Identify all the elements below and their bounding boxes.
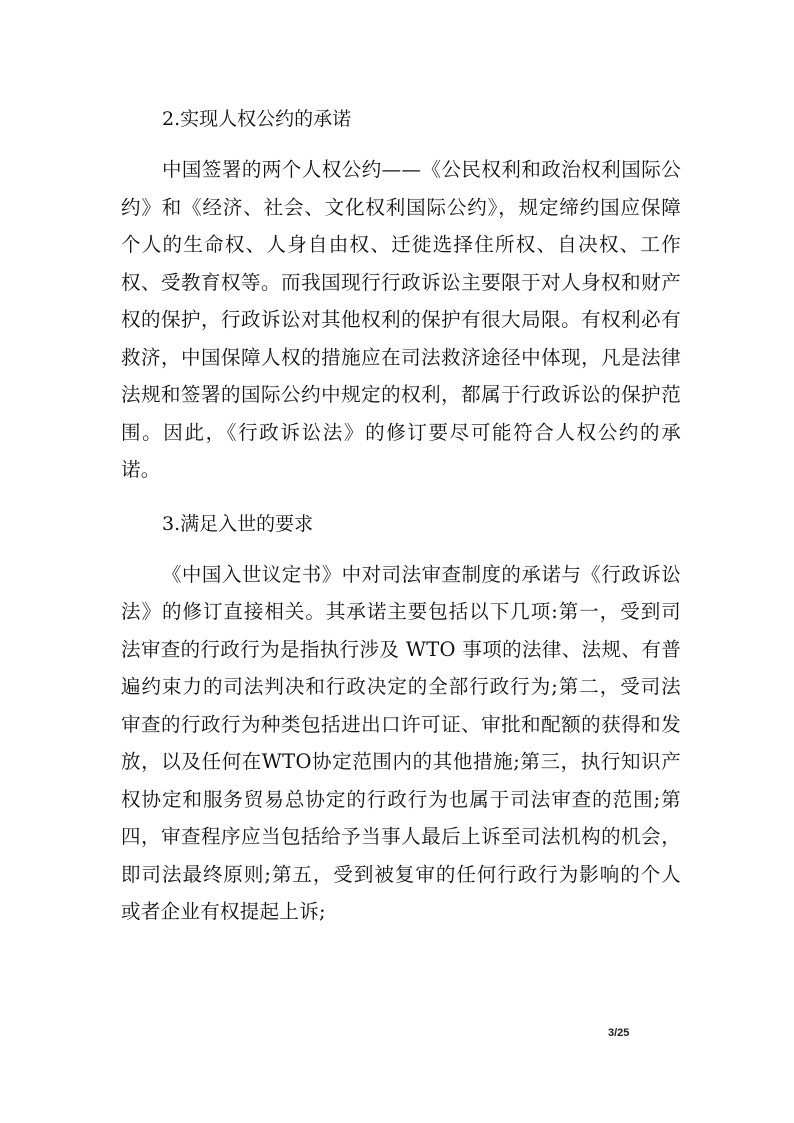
document-body [121, 101, 681, 948]
page-number: 3/25 [608, 1027, 630, 1039]
section-paragraph-wto: 《中国入世议定书》中对司法审查制度的承诺与《行政诉讼法》的修订直接相关。其承诺主要包括以下几项:第一，受到司法审查的行政行为是指执行涉及 WTO 事项的法律、法规、有普遍约束力的司法判决和行政决定的全部行政行为;第二，受司法审查的行政行为种类包括进出口许可证、审批和配额的获得和发放，以及任何在WTO协定范围内的其他措施;第三，执行知识产权协定和服务贸易总协定的行政行为也属于司法审查的范围;第四，审查程序应当包括给予当事人最后上诉至司法机构的机会，即司法最终原则;第五，受到被复审的任何行政行为影响的个人或者企业有权提起上诉; [121, 562, 681, 923]
section-paragraph-human-rights: 中国签署的两个人权公约——《公民权利和政治权利国际公约》和《经济、社会、文化权利国际公约》，规定缔约国应保障个人的生命权、人身自由权、迁徙选择住所权、自决权、工作权、受教育权等。而我国现行行政诉讼主要限于对人身权和财产权的保护，行政诉讼对其他权利的保护有很大局限。有权利必有救济，中国保障人权的措施应在司法救济途径中体现，凡是法律法规和签署的国际公约中规定的权利，都属于行政诉讼的保护范围。因此，《行政诉讼法》的修订要尽可能符合人权公约的承诺。 [121, 158, 681, 481]
section-heading-human-rights: 2.实现人权公约的承诺 [162, 108, 352, 130]
section-heading-wto: 3.满足入世的要求 [162, 512, 314, 535]
